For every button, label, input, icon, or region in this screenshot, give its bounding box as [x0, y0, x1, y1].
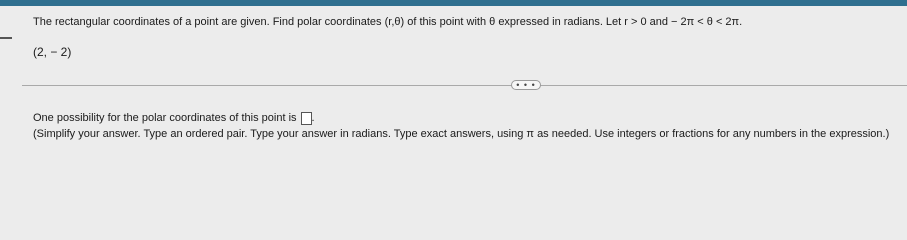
answer-prompt: One possibility for the polar coordinates of this point is — [33, 112, 297, 124]
top-accent-bar — [0, 0, 907, 6]
answer-period: . — [311, 112, 315, 124]
given-point: (2, − 2) — [33, 45, 72, 59]
answer-input-box[interactable] — [301, 112, 312, 125]
expand-more-button[interactable]: • • • — [511, 80, 541, 90]
section-divider — [22, 85, 907, 86]
answer-line — [33, 111, 315, 125]
question-text: The rectangular coordinates of a point are given. Find polar coordinates (r,θ) of this point with θ expressed in radians. Let r > 0 and − 2π < θ < 2π. — [33, 16, 743, 28]
left-edge-mark — [0, 37, 12, 39]
answer-instructions: (Simplify your answer. Type an ordered pair. Type your answer in radians. Type exact answers, using π as needed. Use integers or fractions for any numbers in the expression.) — [33, 128, 890, 140]
